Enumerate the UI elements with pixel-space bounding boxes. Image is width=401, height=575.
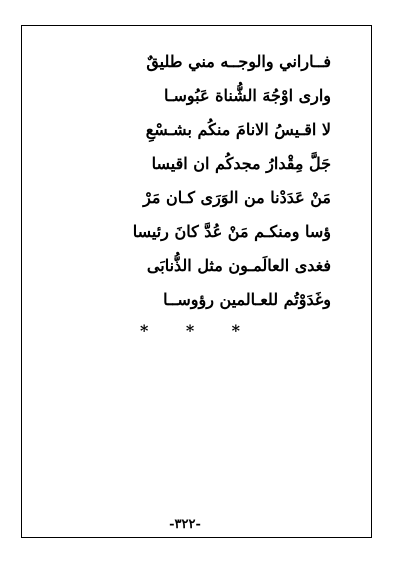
star-ornament: * xyxy=(140,321,149,340)
poem-line-7: فغدى العالَمـون مثل الذُّنابَى xyxy=(146,256,331,275)
poem-line-6: ؤسا ومنكـم مَنْ عُدَّ كانَ رئيسا xyxy=(132,222,331,241)
poem-line-5: مَنْ عَدَدْنا من الوَرَى كـان مَرْ xyxy=(143,188,331,207)
poem-block xyxy=(31,52,331,324)
poem-line-4: جَلَّ مِقْدارُ مجدكُم ان اقيسا xyxy=(151,154,331,173)
page-number: -٣٢٢- xyxy=(150,516,220,534)
poem-line-1: فــاراني والوجــه مني طليقٌ xyxy=(146,52,331,71)
star-ornament: * xyxy=(185,321,195,340)
section-divider-stars xyxy=(140,320,240,342)
poem-line-3: لا اقـيسُ الانامَ منكُم بشـسْعِ xyxy=(145,120,331,139)
poem-line-2: وارى اوْجُهَ الشُّناة عَبُوسـا xyxy=(163,86,331,105)
poem-line-8: وغَدَوْتُم للعـالمين رؤوســا xyxy=(163,290,331,309)
star-ornament: * xyxy=(231,321,240,340)
